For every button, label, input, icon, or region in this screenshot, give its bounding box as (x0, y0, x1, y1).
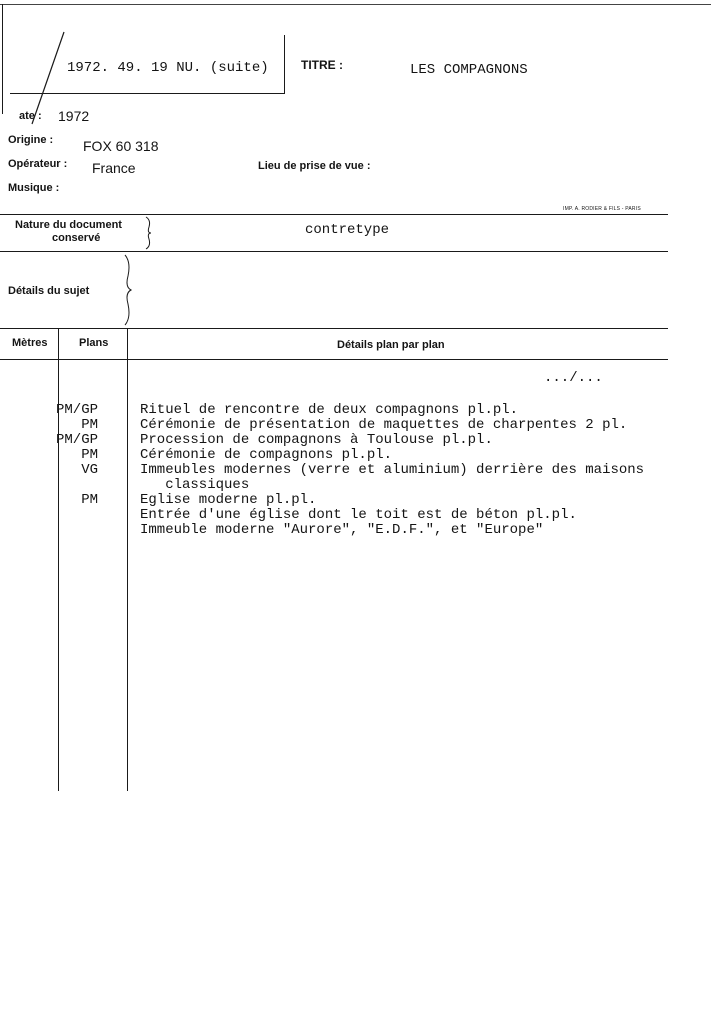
row-detail: classiques (140, 477, 250, 493)
row-plan: PM (81, 417, 98, 433)
row-plan: PM (81, 447, 98, 463)
title-value: LES COMPAGNONS (410, 62, 528, 78)
row-detail: Entrée d'une église dont le toit est de béton pl.pl. (140, 507, 577, 523)
col-plans-header: Plans (79, 337, 109, 349)
row-plan: PM/GP (55, 432, 98, 448)
reference-number: 1972. 49. 19 NU. (suite) (67, 60, 269, 76)
row-plan: PM (81, 492, 98, 508)
table-row (0, 418, 711, 433)
nature-brace-icon (142, 216, 154, 250)
section-line-nature-top (0, 214, 668, 215)
row-plan: PM/GP (55, 402, 98, 418)
location-label: Lieu de prise de vue : (258, 160, 371, 172)
row-detail: Cérémonie de présentation de maquettes de charpentes 2 pl. (140, 417, 628, 433)
row-detail: Immeubles modernes (verre et aluminium) derrière des maisons (140, 462, 645, 478)
printer-mark: IMP. A. RODIER & FILS - PARIS (563, 206, 641, 212)
music-label: Musique : (8, 182, 60, 194)
table-row (0, 478, 711, 493)
continuation-mark: .../... (544, 370, 603, 386)
col-divider-meters (58, 328, 59, 791)
origin-value: FOX 60 318 (83, 138, 159, 154)
operator-label: Opérateur : (8, 158, 68, 170)
col-divider-plans (127, 328, 128, 791)
section-line-table-top (0, 328, 668, 329)
section-line-nature-bottom (0, 251, 668, 252)
subject-label: Détails du sujet (8, 285, 90, 297)
row-detail: Eglise moderne pl.pl. (140, 492, 317, 508)
table-row (0, 448, 711, 463)
nature-label-line2: conservé (52, 232, 101, 244)
nature-value: contretype (305, 222, 390, 238)
col-details-header: Détails plan par plan (337, 339, 445, 351)
row-detail: Procession de compagnons à Toulouse pl.pl. (140, 432, 493, 448)
table-row (0, 493, 711, 508)
table-row (0, 433, 711, 448)
row-detail: Immeuble moderne "Aurore", "E.D.F.", et "Europe" (140, 522, 544, 538)
row-detail: Rituel de rencontre de deux compagnons pl.pl. (140, 402, 519, 418)
table-row (0, 463, 711, 478)
col-meters-header: Mètres (12, 337, 48, 349)
title-label: TITRE : (301, 58, 343, 72)
table-row (0, 508, 711, 523)
plan-rows (0, 403, 711, 538)
operator-value: France (92, 160, 136, 176)
nature-label-line1: Nature du document (15, 219, 122, 231)
row-detail: Cérémonie de compagnons pl.pl. (140, 447, 393, 463)
table-row (0, 403, 711, 418)
left-edge-line (2, 4, 3, 114)
date-value: 1972 (58, 108, 90, 124)
subject-brace-icon (120, 254, 134, 326)
top-edge-line (0, 4, 711, 5)
table-row (0, 523, 711, 538)
section-line-header-bottom (0, 359, 668, 360)
origin-label: Origine : (8, 134, 54, 146)
row-plan: VG (81, 462, 98, 478)
date-label: ate : (19, 110, 42, 122)
